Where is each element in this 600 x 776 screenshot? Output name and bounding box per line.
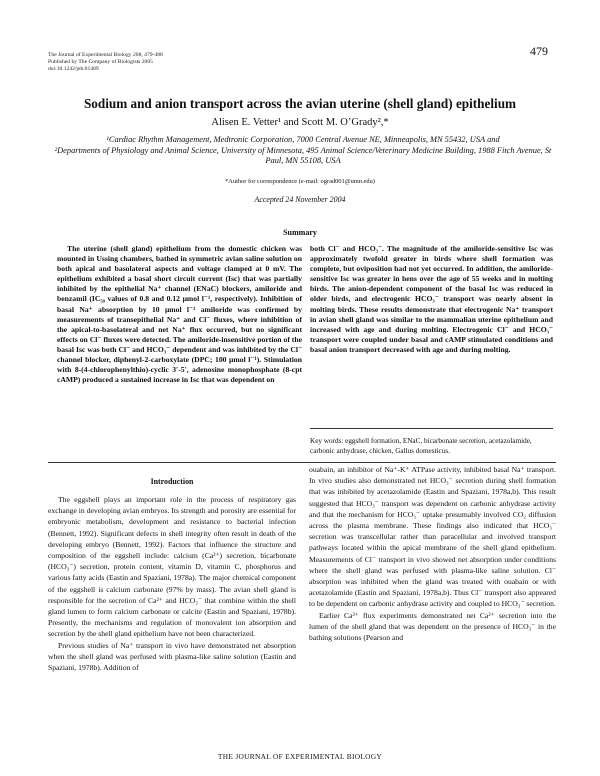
affiliation-1: ¹Cardiac Rhythm Management, Medtronic Corporation, 7000 Central Avenue NE, Minneapolis, MN 55432, USA and [106,135,500,144]
intro-paragraph-1: The eggshell plays an important role in the process of respiratory gas exchange in developing avian embryos. Its strength and porosity are essential for embryonic metabolism, development and resistance to bacterial infection (Bennett, 1992). Significant defects in shell integrity often result in death of the developing embryo (Bennett, 1992). Factors that influence the structure and composition of the eggshell include: calcium (Ca²⁺) secretion, bicarbonate (HCO₃⁻) secretion, protein content, vitamin D, vitamin C, phosphorus and various fatty acids (Eastin and Spaziani, 1978a). The major chemical component of the eggshell is calcium carbonate (97% by mass). The avian shell gland is responsible for the secretion of Ca²⁺ and HCO₃⁻ that combine within the shell gland lumen to form calcium carbonate or calcite (Eastin and Spaziani, 1978b). Presently, the mechanisms and regulation of monovalent ion absorption and secretion by the shell gland epithelium have not been characterized. [48,495,296,639]
journal-footer: THE JOURNAL OF EXPERIMENTAL BIOLOGY [217,752,383,761]
publisher-line: Published by The Company of Biologists 2005 [48,59,153,65]
intro-paragraph-3: Earlier Ca²⁺ flux experiments demonstrated net Ca²⁺ secretion into the lumen of the shell gland that was dependent on the presence of HCO₃⁻ in the bathing solutions (Pearson and [309,610,556,643]
article-title: Sodium and anion transport across the avian uterine (shell gland) epithelium [83,96,517,111]
summary-divider [310,428,553,429]
intro-paragraph-2: Previous studies of Na⁺ transport in vivo have demonstrated net absorption when the shell gland was perfused with plasma-like saline solution (Eastin and Spaziani, 1978b). Addition of [48,640,296,673]
keywords: Key words: eggshell formation, ENaC, bicarbonate secretion, acetazolamide, carbonic anhydrase, chicken, Gallus domesticus. [310,437,532,455]
body-right-column [309,464,556,643]
section-divider [48,462,556,463]
introduction-heading: Introduction [150,477,194,486]
page-number: 479 [530,44,548,58]
affiliations [48,135,558,167]
journal-citation: The Journal of Experimental Biology 208, 479-488 [48,52,163,58]
affiliation-2: ²Departments of Physiology and Animal Science, University of Minnesota, 495 Animal Science/Veterinary Medicine Building, 1988 Fitch Avenue, St Paul, MN 55108, USA [54,145,552,166]
summary-left-column: The uterine (shell gland) epithelium from the domestic chicken was mounted in Ussing chambers, bathed in symmetric avian saline solution on both apical and basolateral aspects and voltage clamped at 0 mV. The epithelium exhibited a basal short circuit current (Isc) that was partially inhibited by the epithelial Na⁺ channel (ENaC) blockers, amiloride and benzamil (IC₅₀ values of 0.8 and 0.12 μmol l⁻¹, respectively). Inhibition of basal Na⁺ absorption by 10 μmol l⁻¹ amiloride was confirmed by measurements of transepithelial Na⁺ and Cl⁻ fluxes, where inhibition of the apical-to-basolateral and net Na⁺ flux occurred, but no significant effects on Cl⁻ fluxes were detected. The amiloride-insensitive portion of the basal Isc was both Cl⁻ and HCO₃⁻ dependent and was inhibited by the Cl⁻ channel blocker, diphenyl-2-carboxylate (DPC; 100 μmol l⁻¹). Stimulation with 8-(4-chlorophenylthio)-cyclic 3′-5′, adenosine monophosphate (8-cpt cAMP) produced a sustained increase in Isc that was dependent on [57,244,302,385]
summary-heading: Summary [283,228,317,237]
journal-meta [48,52,163,73]
correspondence-note: *Author for correspondence (e-mail: ograd001@umn.edu) [225,178,375,185]
accepted-date: Accepted 24 November 2004 [254,195,346,204]
intro-paragraph-2-continued: ouabain, an inhibitor of Na⁺-K⁺ ATPase activity, inhibited basal Na⁺ transport. In vivo studies also demonstrated net HCO₃⁻ secretion during shell formation that was inhibited by acetazolamide (Eastin and Spaziani, 1978a,b). This result suggested that HCO₃⁻ transport was dependent on carbonic anhydrase activity and that the mechanism for HCO₃⁻ uptake presumably involved CO₂ diffusion across the plasma membrane. These findings also indicated that HCO₃⁻ secretion was transcellular rather than paracellular and involved transport pathways located within the apical membrane of the shell gland epithelium. Measurements of Cl⁻ transport in vivo showed net absorption under conditions where the shell gland was perfused with plasma-like saline solution. Cl⁻ absorption was inhibited when the gland was treated with ouabain or with acetazolamide (Eastin and Spaziani, 1978a,b). Thus Cl⁻ transport also appeared to be dependent on carbonic anhydrase activity and coupled to HCO₃⁻ secretion. [309,465,556,609]
body-left-column [48,494,296,673]
summary-right-column: both Cl⁻ and HCO₃⁻. The magnitude of the amiloride-sensitive Isc was approximately twofold greater in birds where shell formation was complete, but oviposition had not yet occurred. In addition, the amiloride-sensitive Isc was greater in hens over the age of 55 weeks and in molting birds. The anion-dependent component of the basal Isc was reduced in older birds, and electrogenic HCO₃⁻ transport was nearly absent in molting birds. These results demonstrate that electrogenic Na⁺ transport in avian shell gland was similar to the mammalian uterine epithelium and increased with age and during molting. Electrogenic Cl⁻ and HCO₃⁻ transport were coupled under basal and cAMP stimulated conditions and basal anion transport decreased with age and during molting. [310,244,553,354]
doi-line: doi:10.1242/jeb.01409 [48,66,99,72]
author-line: Alisen E. Vetter¹ and Scott M. O’Grady²,* [211,117,389,128]
